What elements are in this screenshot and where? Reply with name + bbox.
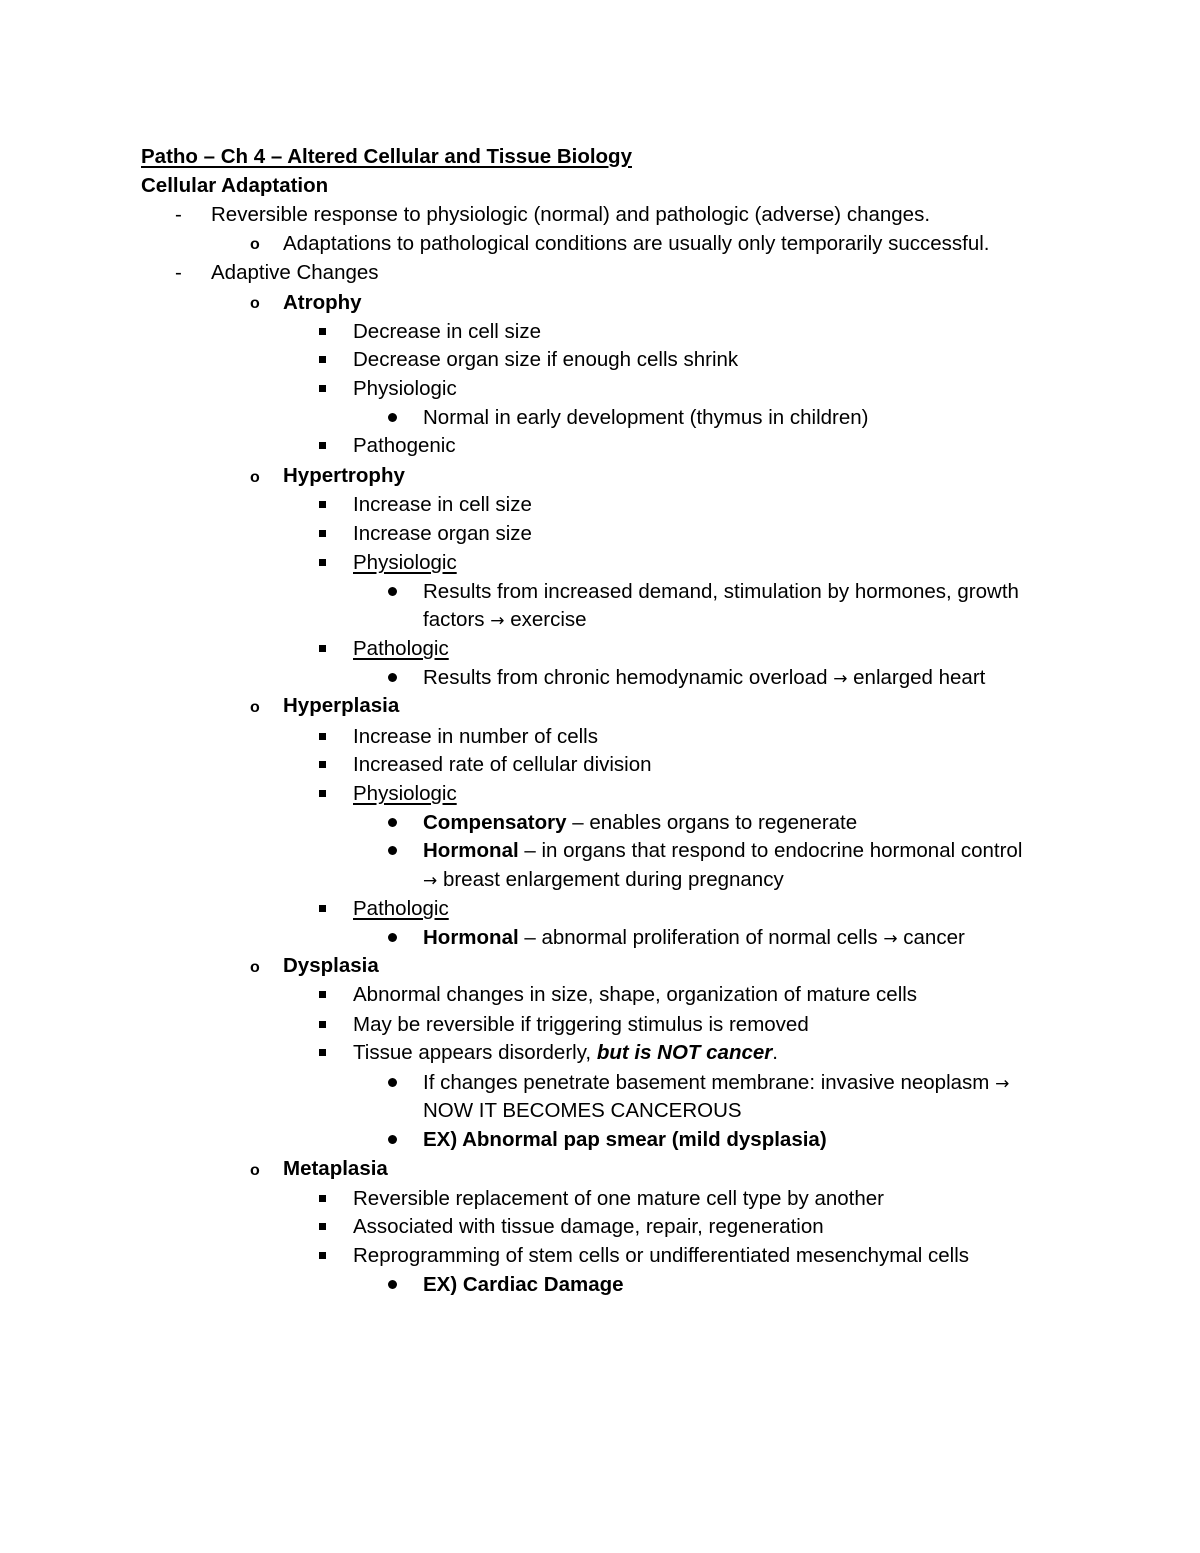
square-bullet <box>319 1223 326 1230</box>
square-bullet <box>319 385 326 392</box>
list-item: Increase in number of cells <box>353 725 598 748</box>
text: . <box>772 1041 778 1064</box>
list-item: Pathologic <box>353 897 449 920</box>
text: breast enlargement during pregnancy <box>442 868 784 891</box>
hyperplasia-heading: Hyperplasia <box>283 694 400 717</box>
list-item: Reprogramming of stem cells or undifferentiated mesenchymal cells <box>353 1244 970 1267</box>
list-item: Reversible response to physiologic (normal) and pathologic (adverse) changes. <box>211 203 931 226</box>
square-bullet <box>319 530 326 537</box>
square-bullet <box>319 645 326 652</box>
list-item: Increase organ size <box>353 522 532 545</box>
list-item: EX) Abnormal pap smear (mild dysplasia) <box>423 1128 827 1151</box>
circle-bullet: o <box>250 295 260 312</box>
circle-bullet: o <box>250 1162 260 1179</box>
text: Tissue appears disorderly, <box>353 1041 597 1064</box>
dash-bullet: - <box>175 261 182 284</box>
atrophy-heading: Atrophy <box>283 291 362 314</box>
document-title: Patho – Ch 4 – Altered Cellular and Tissue Biology <box>141 145 632 168</box>
square-bullet <box>319 761 326 768</box>
circle-bullet: o <box>250 959 260 976</box>
round-bullet <box>388 1135 397 1144</box>
text: exercise <box>510 608 587 631</box>
metaplasia-heading: Metaplasia <box>283 1157 388 1180</box>
text: factors <box>423 608 485 631</box>
list-item-continuation <box>423 865 784 894</box>
circle-bullet: o <box>250 469 260 486</box>
list-item: Decrease in cell size <box>353 320 541 343</box>
round-bullet <box>388 933 397 942</box>
list-item: Normal in early development (thymus in children) <box>423 406 869 429</box>
list-item <box>423 663 985 692</box>
text: Results from chronic hemodynamic overload <box>423 666 828 689</box>
list-item-continuation: NOW IT BECOMES CANCEROUS <box>423 1099 742 1122</box>
square-bullet <box>319 328 326 335</box>
round-bullet <box>388 587 397 596</box>
square-bullet <box>319 733 326 740</box>
square-bullet <box>319 1021 326 1028</box>
square-bullet <box>319 559 326 566</box>
round-bullet <box>388 846 397 855</box>
list-item: Adaptations to pathological conditions are usually only temporarily successful. <box>283 232 990 255</box>
arrow-icon: → <box>490 611 505 631</box>
text: – enables organs to regenerate <box>566 811 858 834</box>
list-item: May be reversible if triggering stimulus is removed <box>353 1013 809 1036</box>
list-item: Reversible replacement of one mature cell type by another <box>353 1187 885 1210</box>
square-bullet <box>319 1195 326 1202</box>
list-item <box>423 1068 1009 1097</box>
round-bullet <box>388 413 397 422</box>
list-item: Results from increased demand, stimulation by hormones, growth <box>423 580 1019 603</box>
arrow-icon: → <box>423 871 438 891</box>
text: – abnormal proliferation of normal cells <box>518 926 878 949</box>
square-bullet <box>319 1049 326 1056</box>
list-item: EX) Cardiac Damage <box>423 1273 624 1296</box>
round-bullet <box>388 1078 397 1087</box>
circle-bullet: o <box>250 236 260 253</box>
arrow-icon: → <box>995 1074 1010 1094</box>
text: enlarged heart <box>853 666 986 689</box>
circle-bullet: o <box>250 699 260 716</box>
list-item: Abnormal changes in size, shape, organization of mature cells <box>353 983 918 1006</box>
dash-bullet: - <box>175 203 182 226</box>
arrow-icon: → <box>883 929 898 949</box>
list-item-continuation <box>423 605 587 634</box>
square-bullet <box>319 442 326 449</box>
emphasis: but is NOT cancer <box>596 1041 773 1064</box>
term: Compensatory <box>423 811 567 834</box>
arrow-icon: → <box>833 669 848 689</box>
list-item: Increased rate of cellular division <box>353 753 652 776</box>
round-bullet <box>388 1280 397 1289</box>
text: cancer <box>903 926 965 949</box>
text: If changes penetrate basement membrane: invasive neoplasm <box>423 1071 990 1094</box>
hypertrophy-heading: Hypertrophy <box>283 464 405 487</box>
text: – in organs that respond to endocrine hormonal control <box>518 839 1023 862</box>
list-item: Associated with tissue damage, repair, regeneration <box>353 1215 824 1238</box>
square-bullet <box>319 356 326 363</box>
section-heading: Cellular Adaptation <box>141 174 329 197</box>
list-item: Increase in cell size <box>353 493 532 516</box>
list-item: Pathogenic <box>353 434 456 457</box>
list-item: Physiologic <box>353 377 457 400</box>
square-bullet <box>319 790 326 797</box>
dysplasia-heading: Dysplasia <box>283 954 379 977</box>
list-item: Pathologic <box>353 637 449 660</box>
list-item <box>353 1038 778 1067</box>
list-item <box>423 923 965 952</box>
round-bullet <box>388 818 397 827</box>
term: Hormonal <box>423 839 519 862</box>
term: Hormonal <box>423 926 519 949</box>
square-bullet <box>319 905 326 912</box>
list-item: Physiologic <box>353 551 457 574</box>
round-bullet <box>388 673 397 682</box>
square-bullet <box>319 991 326 998</box>
square-bullet <box>319 1252 326 1259</box>
list-item: Adaptive Changes <box>211 261 379 284</box>
list-item <box>423 808 857 837</box>
list-item: Decrease organ size if enough cells shrink <box>353 348 739 371</box>
list-item: Physiologic <box>353 782 457 805</box>
square-bullet <box>319 501 326 508</box>
list-item <box>423 836 1022 865</box>
